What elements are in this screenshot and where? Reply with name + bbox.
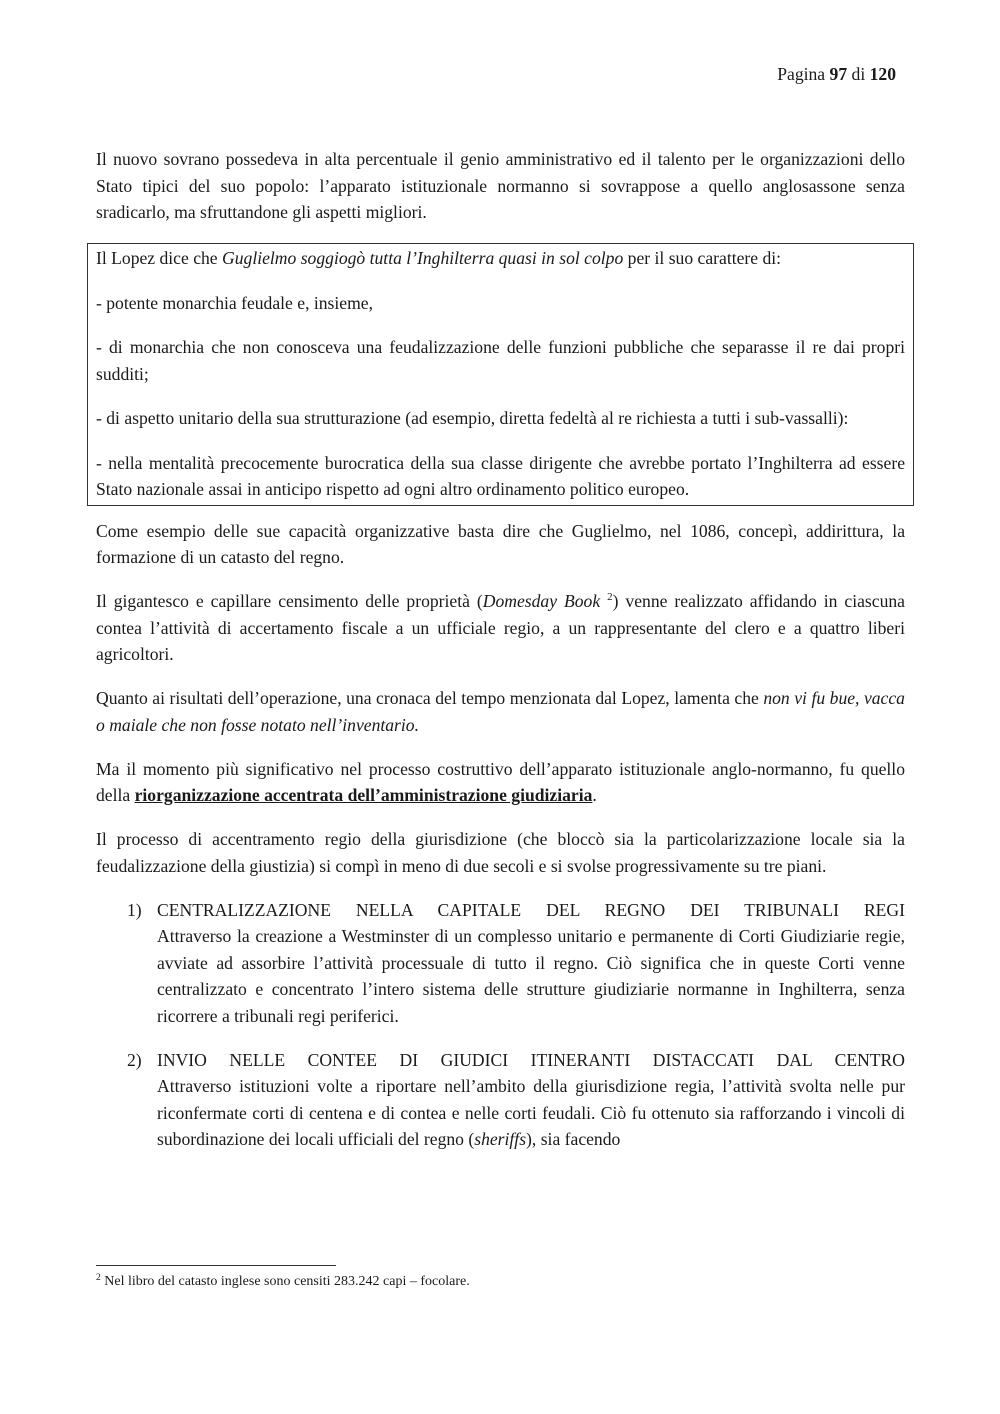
- list-item-body-italic: sheriffs: [474, 1129, 527, 1149]
- box-intro-italic: Guglielmo soggiogò tutta l’Inghilterra quasi in sol colpo: [222, 248, 624, 268]
- paragraph-new-sovereign: Il nuovo sovrano possedeva in alta percentuale il genio amministrativo ed il talento per le organizzazioni dello Stato tipici del suo popolo: l’apparato istituzionale normanno si sovrappose a quello anglosassone senza sradicarlo, ma sfruttandone gli aspetti migliori.: [96, 149, 905, 222]
- box-intro-text: Il Lopez dice che: [96, 248, 223, 268]
- paragraph-reorganization: [96, 756, 905, 809]
- list-item-heading: [127, 897, 905, 924]
- chronicle-text: Quanto ai risultati dell’operazione, una cronaca del tempo menzionata dal Lopez, lamenta che: [96, 688, 764, 708]
- list-item: [96, 1047, 905, 1153]
- paragraph-domesday: [96, 588, 905, 668]
- lopez-quote-box: [87, 243, 914, 506]
- footnote-number: 2: [96, 1273, 101, 1283]
- box-item: - potente monarchia feudale e, insieme,: [96, 292, 373, 313]
- footnote-text: Nel libro del catasto inglese sono censiti 283.242 capi – focolare.: [100, 1274, 470, 1289]
- reorganization-text: Ma il momento più significativo nel processo costruttivo dell’apparato istituzionale anglo-normanno, fu quello della: [96, 758, 905, 805]
- box-item: - di monarchia che non conosceva una feudalizzazione delle funzioni pubbliche che separasse il re dai propri sudditi;: [96, 337, 905, 384]
- list-item-body: Attraverso la creazione a Westminster di un complesso unitario e permanente di Corti Giudiziarie regie, avviate ad assorbire l’attività processuale di tutto il regno. Ciò significa che in queste Corti venne centralizzato e concentrato l’intero sistema delle strutture giudiziarie normanne in Inghilterra, senza ricorrere a tribunali regi periferici.: [157, 926, 905, 1026]
- domesday-text: Il gigantesco e capillare censimento delle proprietà (: [96, 591, 483, 611]
- reorganization-emphasis: riorganizzazione accentrata dell’amministrazione giudiziaria: [134, 785, 593, 805]
- list-item-number: 1): [127, 899, 142, 920]
- box-intro: [96, 245, 905, 272]
- chronicle-quote: non vi fu bue, vacca o maiale che non fosse notato nell’inventario.: [96, 688, 905, 735]
- list-item-number: 2): [127, 1049, 142, 1070]
- current-page: 97: [829, 64, 848, 84]
- page-of: di: [847, 64, 870, 84]
- paragraph-cadastre: Come esempio delle sue capacità organizzative basta dire che Guglielmo, nel 1086, concepì, addirittura, la formazione di un catasto del regno.: [96, 520, 905, 567]
- footnote-separator: [96, 1265, 336, 1266]
- footnote: [96, 1272, 905, 1292]
- reorganization-end: .: [592, 785, 597, 805]
- box-intro-end: per il suo carattere di:: [623, 248, 782, 268]
- box-item: - di aspetto unitario della sua strutturazione (ad esempio, diretta fedeltà al re richiesta a tutti i sub-vassalli):: [96, 408, 849, 428]
- paragraph-jurisdiction: Il processo di accentramento regio della giurisdizione (che bloccò sia la particolarizzazione locale sia la feudalizzazione della giustizia) si compì in meno di due secoli e si svolse progressivamente su tre piani.: [96, 829, 905, 876]
- box-item: - nella mentalità precocemente burocratica della sua classe dirigente che avrebbe portato l’Inghilterra ad essere Stato nazionale assai in anticipo rispetto ad ogni altro ordinamento politico europeo.: [96, 452, 905, 499]
- list-item-title: CENTRALIZZAZIONE NELLA CAPITALE DEL REGNO DEI TRIBUNALI REGI: [157, 899, 905, 920]
- main-text: [96, 146, 905, 1170]
- list-item-body-text: Attraverso istituzioni volte a riportare nell’ambito della giurisdizione regia, l’attività svolta nelle pur riconfermate corti di centena e di contea e nelle corti feudali. Ciò fu ottenuto sia rafforzando i vincoli di subordinazione dei locali ufficiali del regno (: [157, 1076, 905, 1149]
- list-item-heading: [127, 1047, 905, 1074]
- list-item-title: INVIO NELLE CONTEE DI GIUDICI ITINERANTI DISTACCATI DAL CENTRO: [157, 1049, 905, 1070]
- list-item-body: [157, 1073, 905, 1153]
- page-number: [600, 61, 896, 88]
- numbered-list: [96, 897, 905, 1153]
- domesday-title: Domesday Book: [482, 591, 601, 611]
- list-item-body-end: ), sia facendo: [526, 1129, 621, 1149]
- total-pages: 120: [869, 64, 896, 84]
- list-item: [96, 897, 905, 1030]
- footnote-ref[interactable]: 2: [607, 591, 613, 603]
- domesday-text-end: ) venne realizzato affidando in ciascuna contea l’attività di accertamento fiscale a un ufficiale regio, a un rappresentante del clero e a quattro liberi agricoltori.: [96, 591, 905, 664]
- paragraph-chronicle: [96, 685, 905, 738]
- page-label: Pagina: [777, 64, 830, 84]
